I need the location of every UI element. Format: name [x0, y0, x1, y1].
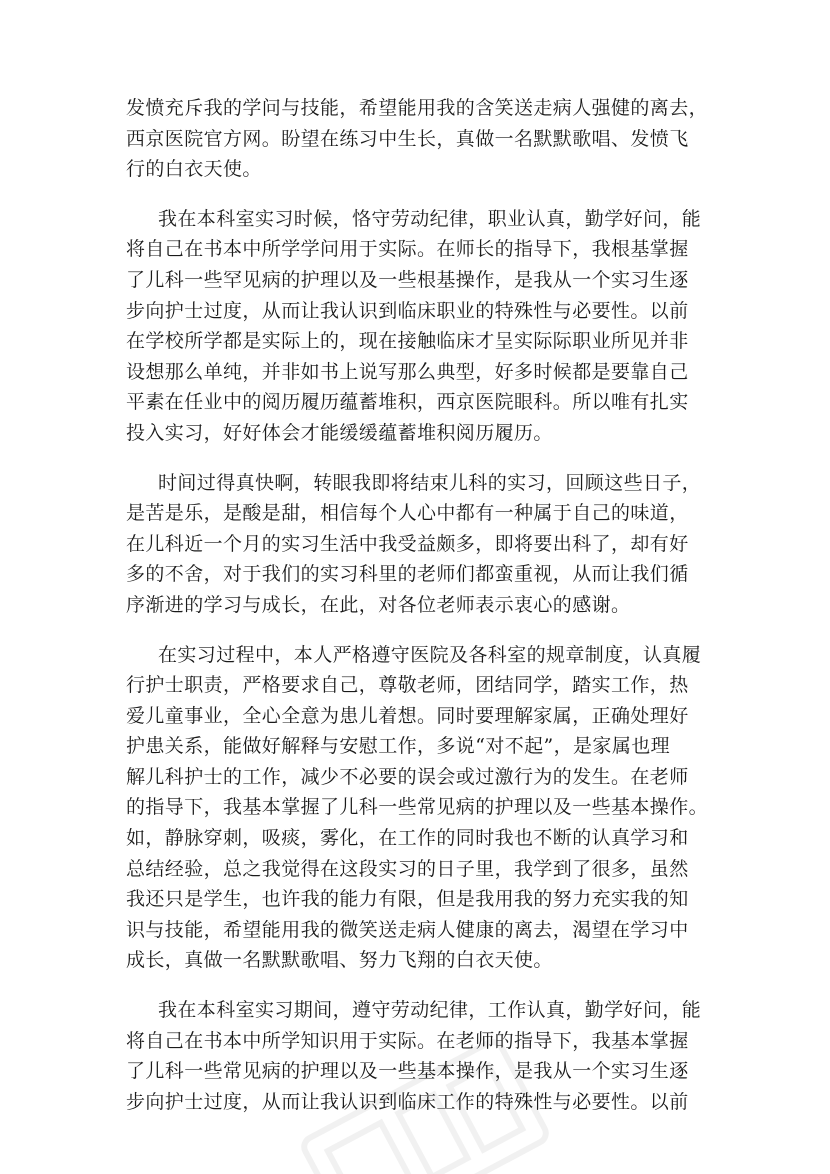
text-line: 设想那么单纯，并非如书上说写那么典型，好多时候都是要靠自己 — [126, 360, 689, 383]
text-line: 我在本科室实习时候，恪守劳动纪律，职业认真，勤学好问，能 — [158, 207, 702, 230]
text-line: 多的不舍，对于我们的实习科里的老师们都蛮重视，从而让我们循 — [126, 563, 689, 586]
text-line: 我在本科室实习期间，遵守劳动纪律，工作认真，勤学好问，能 — [158, 999, 702, 1022]
text-line: 解儿科护士的工作，减少不必要的误会或过激行为的发生。在老师 — [126, 765, 689, 788]
text-line: 西京医院官方网。盼望在练习中生长，真做一名默默歌唱、发愤飞 — [126, 127, 689, 150]
text-line: 行的白衣天使。 — [126, 158, 262, 181]
text-line: 发愤充斥我的学问与技能，希望能用我的含笑送走病人强健的离去， — [126, 97, 709, 119]
paragraph — [126, 204, 726, 449]
text-line: 将自己在书本中所学学问用于实际。在师长的指导下，我根基掌握 — [126, 238, 689, 261]
text-line: 在儿科近一个月的实习生活中我受益颇多，即将要出科了，却有好 — [126, 532, 689, 555]
text-line: 将自己在书本中所学知识用于实际。在老师的指导下，我基本掌握 — [126, 1029, 689, 1052]
text-line: 行护士职责，严格要求自己，尊敬老师，团结同学，踏实工作，热 — [126, 674, 689, 697]
paragraph — [126, 995, 726, 1117]
text-line: 的指导下，我基本掌握了儿科一些常见病的护理以及一些基本操作。 — [126, 796, 709, 819]
text-line: 了儿科一些常见病的护理以及一些基本操作，是我从一个实习生逐 — [126, 1060, 689, 1083]
text-line: 成长，真做一名默默歌唱、努力飞翔的白衣天使。 — [126, 949, 553, 972]
text-line: 如，静脉穿刺，吸痰，雾化，在工作的同时我也不断的认真学习和 — [126, 827, 689, 850]
text-line: 我还只是学生，也许我的能力有限，但是我用我的努力充实我的知 — [126, 888, 689, 911]
text-line: 识与技能，希望能用我的微笑送走病人健康的离去，渴望在学习中 — [126, 918, 689, 941]
paragraph — [126, 640, 726, 977]
document-body — [126, 93, 726, 1136]
text-line: 序渐进的学习与成长，在此，对各位老师表示衷心的感谢。 — [126, 593, 631, 616]
text-line: 步向护士过度，从而让我认识到临床工作的特殊性与必要性。以前 — [126, 1090, 689, 1113]
text-line: 平素在任业中的阅历履历蕴蓄堆积，西京医院眼科。所以唯有扎实 — [126, 391, 689, 414]
text-line: 在学校所学都是实际上的，现在接触临床才呈实际际职业所见并非 — [126, 330, 689, 353]
text-line: 时间过得真快啊，转眼我即将结束儿科的实习，回顾这些日子， — [158, 471, 702, 494]
text-line: 在实习过程中，本人严格遵守医院及各科室的规章制度，认真履 — [158, 643, 702, 666]
text-line: 投入实习，好好体会才能缓缓蕴蓄堆积阅历履历。 — [126, 421, 553, 444]
text-line: 是苦是乐，是酸是甜，相信每个人心中都有一种属于自己的味道， — [126, 502, 689, 525]
text-line: 护患关系，能做好解释与安慰工作，多说“对不起”，是家属也理 — [126, 735, 671, 758]
text-line: 爱儿童事业，全心全意为患儿着想。同时要理解家属，正确处理好 — [126, 704, 689, 727]
text-line: 步向护士过度，从而让我认识到临床职业的特殊性与必要性。以前 — [126, 299, 689, 322]
text-line: 了儿科一些罕见病的护理以及一些根基操作，是我从一个实习生逐 — [126, 268, 689, 291]
paragraph — [126, 468, 726, 621]
text-line: 总结经验，总之我觉得在这段实习的日子里，我学到了很多，虽然 — [126, 857, 689, 880]
paragraph — [126, 93, 726, 185]
